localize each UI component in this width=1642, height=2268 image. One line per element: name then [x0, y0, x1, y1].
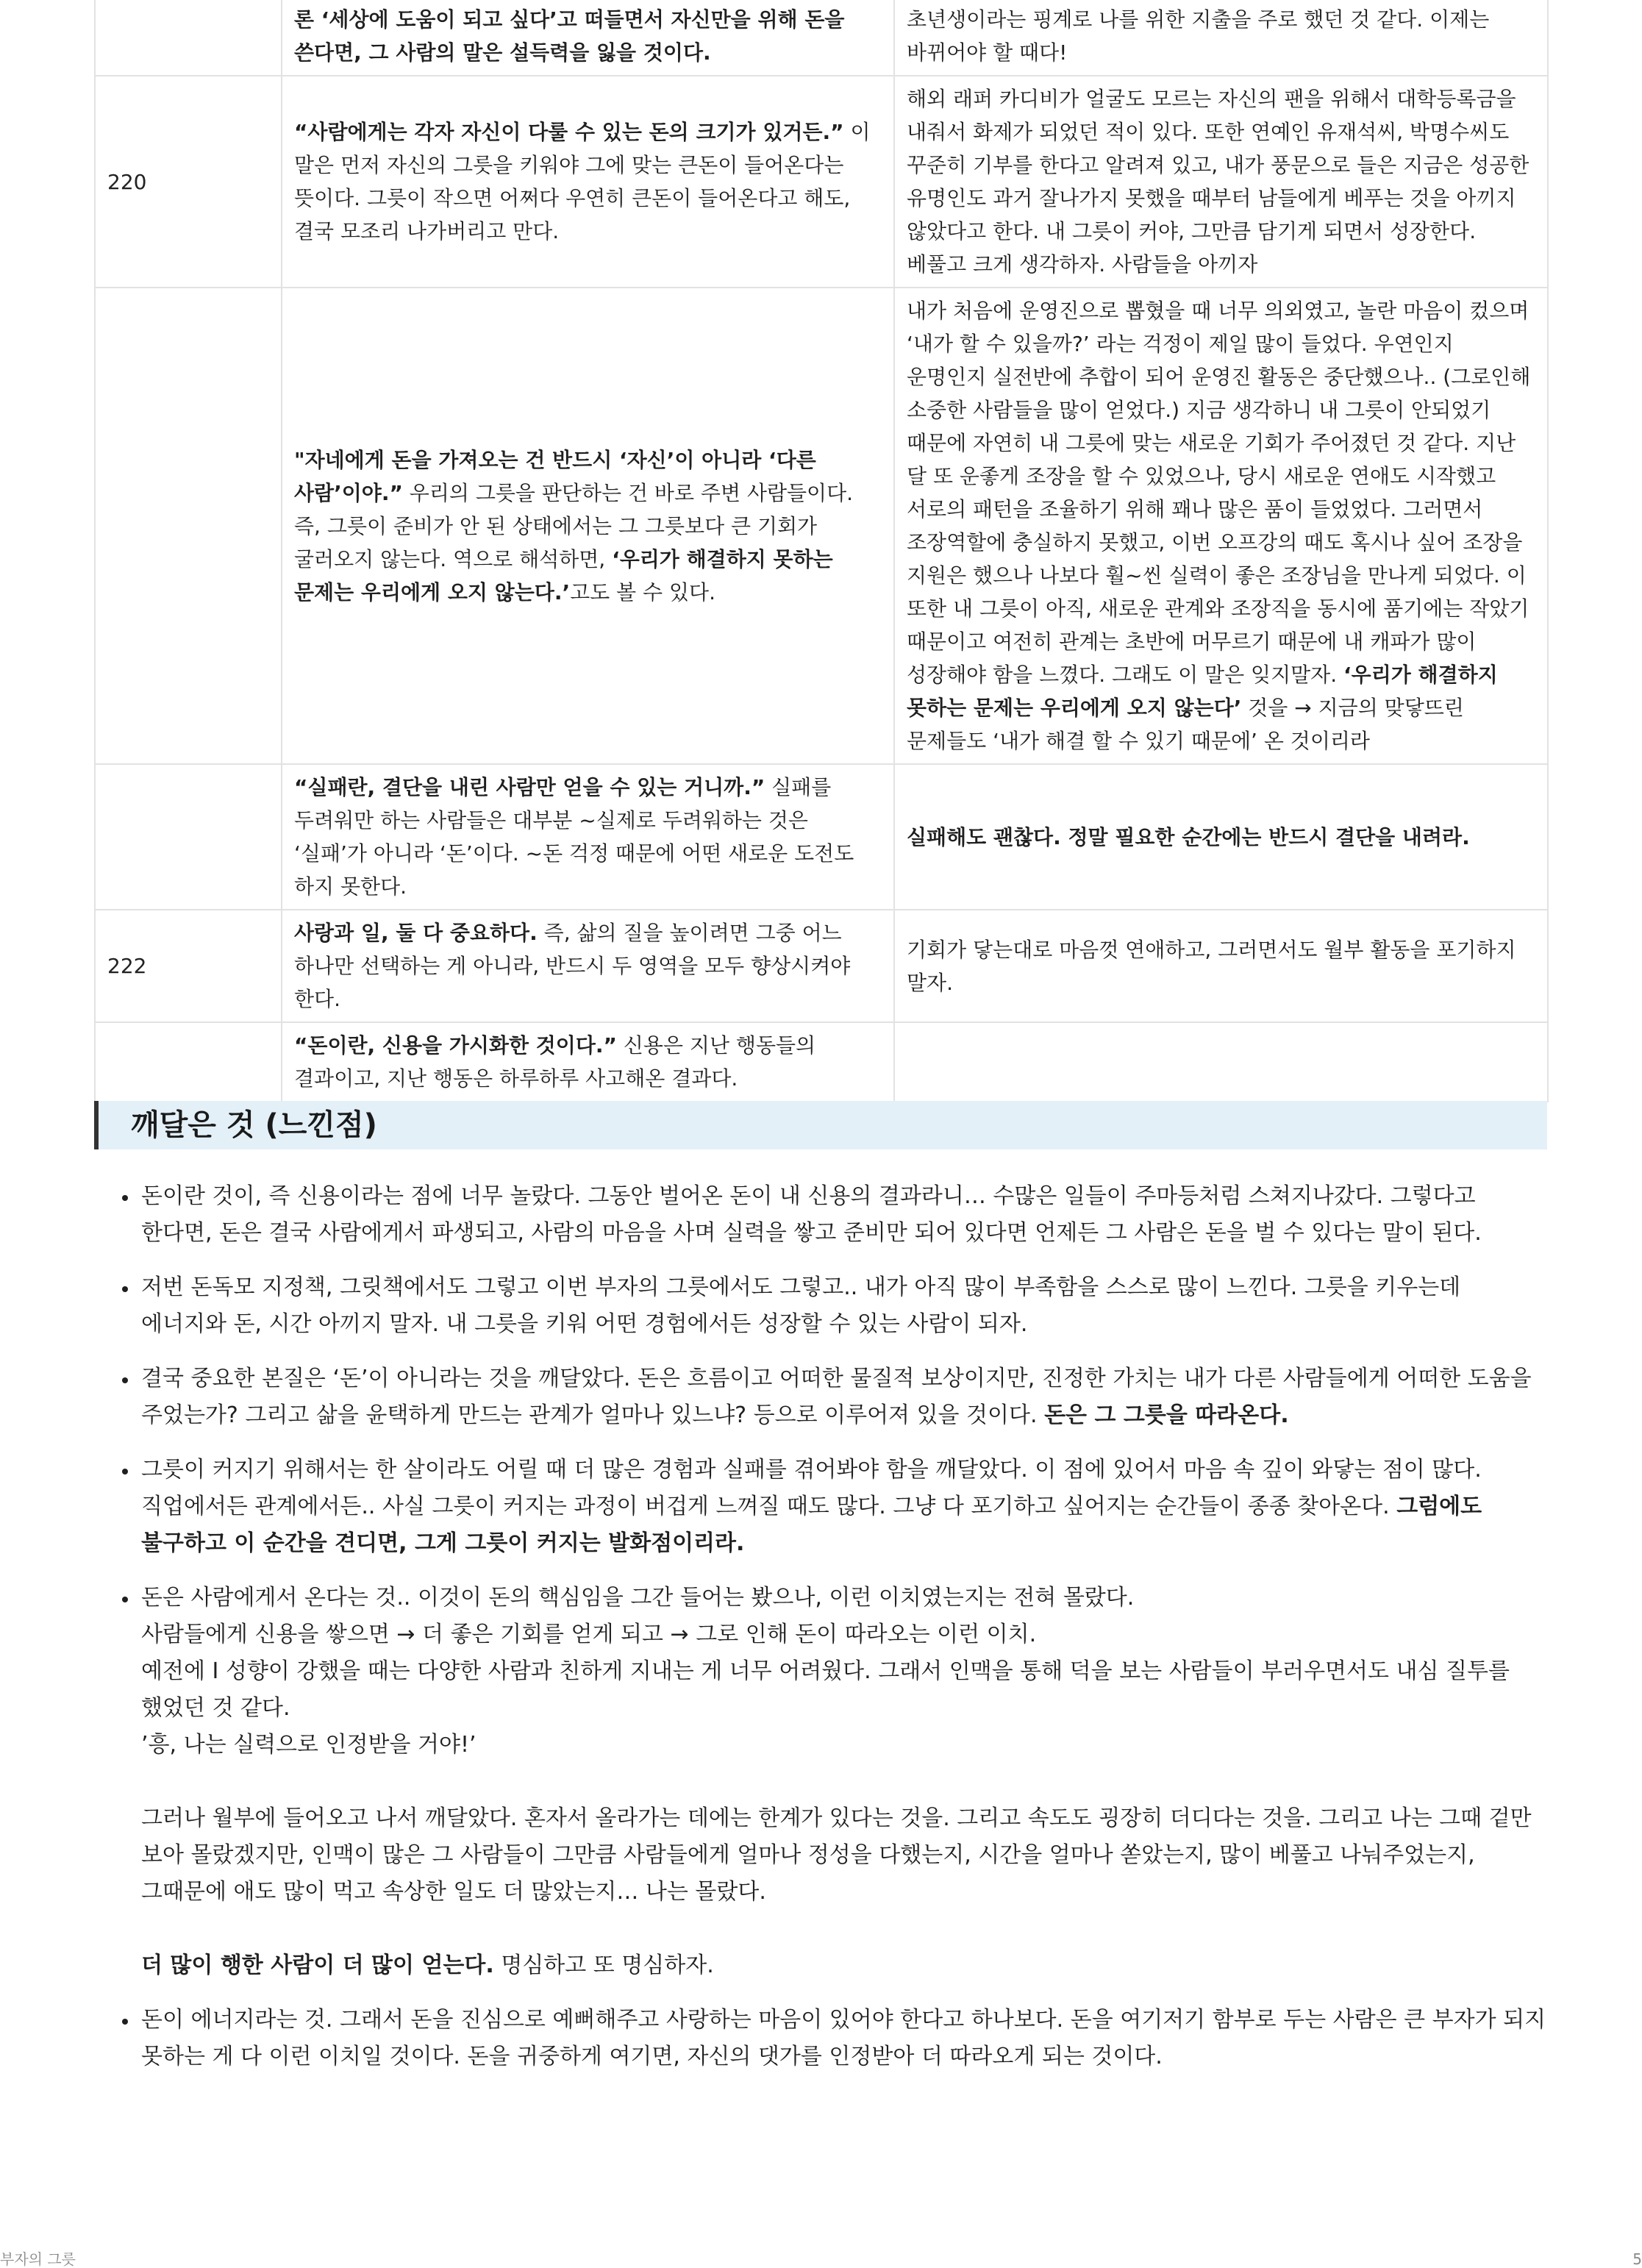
list-item — [138, 2002, 1547, 2075]
quote-text: 이 말은 먼저 자신의 그릇을 키워야 그에 맞는 큰돈이 들어온다는 뜻이다. 그릇이 작으면 어쩌다 우연히 큰돈이 들어온다고 해도, 결국 모조리 나가버리고 만다. — [294, 120, 871, 243]
quote-text: 신용은 지난 행동들의 결과이고, 지난 행동은 하루하루 사고해온 결과다. — [294, 1033, 816, 1091]
list-item-bold: 그럼에도 불구하고 이 순간을 견디면, 그게 그릇이 커지는 발화점이리라. — [141, 1494, 1482, 1556]
list-item-text: 돈이란 것이, 즉 신용이라는 점에 너무 놀랐다. 그동안 벌어온 돈이 내 신용의 결과라니… 수많은 일들이 주마등처럼 스쳐지나갔다. 그렇다고 한다면, 돈은 결국 사람에게서 파생되고, 사람의 마음을 사며 실력을 쌓고 준비만 되어 있다면 언제든 그 사람은 돈을 벌 수 있다는 말이 된다. — [141, 1183, 1482, 1246]
list-item — [138, 1361, 1547, 1434]
list-item-bold: 더 많이 행한 사람이 더 많이 얻는다. — [141, 1953, 494, 1978]
quote-cell — [282, 910, 894, 1022]
page-cell — [95, 0, 282, 76]
list-item-paragraph: 그러나 월부에 들어오고 나서 깨달았다. 혼자서 올라가는 데에는 한계가 있다는 것을. 그리고 속도도 굉장히 더디다는 것을. 그리고 나는 그때 겉만 보아 몰랐겠지만, 인맥이 많은 그 사람들이 그만큼 사람들에게 얼마나 정성을 다했는지, 시간을 얼마나 쏟았는지, 많이 베풀고 나눠주었는지, 그때문에 애도 많이 먹고 속상한 일도 더 많았는지… 나는 몰랐다. — [141, 1805, 1532, 1905]
list-item-line — [141, 1947, 1547, 1984]
list-item-line: 예전에 I 성향이 강했을 때는 다양한 사람과 친하게 지내는 게 너무 어려웠다. 그래서 인맥을 통해 덕을 보는 사람들이 부러우면서도 내심 질투를 했었던 것 같다. — [141, 1658, 1510, 1721]
quote-cell — [282, 76, 894, 288]
list-item — [138, 1580, 1547, 1984]
table-row — [95, 764, 1548, 910]
footer-page-number: 5 — [1632, 2250, 1642, 2268]
list-item-bold: 돈은 그 그릇을 따라온다. — [1044, 1402, 1289, 1428]
table-row — [95, 910, 1548, 1022]
quote-cell — [282, 0, 894, 76]
page-cell — [95, 1022, 282, 1102]
spacer — [141, 1911, 1547, 1947]
insights-list — [94, 1178, 1547, 2093]
page-cell — [95, 288, 282, 764]
list-item-text: 저번 돈독모 지정책, 그릿책에서도 그렇고 이번 부자의 그릇에서도 그렇고.. 내가 아직 많이 부족함을 스스로 많이 느낀다. 그릇을 키우는데 에너지와 돈, 시간 아끼지 말자. 내 그릇을 키워 어떤 경험에서든 성장할 수 있는 사람이 되자. — [141, 1274, 1461, 1337]
table-row — [95, 76, 1548, 288]
reflection-cell — [894, 764, 1548, 910]
list-item — [138, 1452, 1547, 1562]
list-item-text: 그릇이 커지기 위해서는 한 살이라도 어릴 때 더 많은 경험과 실패를 겪어봐야 함을 깨달았다. 이 점에 있어서 마음 속 깊이 와닿는 점이 많다. 직업에서든 관계에서든.. 사실 그릇이 커지는 과정이 버겁게 느껴질 때도 많다. 그냥 다 포기하고 싶어지는 순간들이 종종 찾아온다. — [141, 1457, 1482, 1519]
footer-doc-title: 부자의 그릇 — [0, 2250, 76, 2268]
reflection-cell — [894, 1022, 1548, 1102]
quote-bold: “실패란, 결단을 내린 사람만 얻을 수 있는 거니까.” — [294, 775, 765, 799]
page-cell: 220 — [95, 76, 282, 288]
table-row — [95, 288, 1548, 764]
quote-text: 실패를 두려워만 하는 사람들은 대부분 ~실제로 두려워하는 것은 ‘실패’가 아니라 ‘돈’이다. ~돈 걱정 때문에 어떤 새로운 도전도 하지 못한다. — [294, 775, 854, 899]
page-cell — [95, 764, 282, 910]
list-item-text: 명심하고 또 명심하자. — [493, 1953, 714, 1978]
list-item-text: 결국 중요한 본질은 ‘돈’이 아니라는 것을 깨달았다. 돈은 흐름이고 어떠한 물질적 보상이지만, 진정한 가치는 내가 다른 사람들에게 어떠한 도움을 주었는가? 그리고 삶을 윤택하게 만드는 관계가 얼마나 있느냐? 등으로 이루어져 있을 것이다. — [141, 1366, 1532, 1428]
reflection-bold: ‘우리가 해결하지 못하는 문제는 우리에게 오지 않는다’ — [907, 663, 1498, 720]
quote-bold-2: ‘우리가 해결하지 못하는 문제는 우리에게 오지 않는다.’ — [294, 546, 833, 605]
reflection-cell: 초년생이라는 핑계로 나를 위한 지출을 주로 했던 것 같다. 이제는 바뀌어야 할 때다! — [894, 0, 1548, 76]
quote-cell — [282, 288, 894, 764]
section-heading: 깨달은 것 (느낀점) — [94, 1101, 1547, 1149]
quote-bold: “사람에게는 각자 자신이 다룰 수 있는 돈의 크기가 있거든.” — [294, 120, 844, 144]
quote-text: 즉, 삶의 질을 높이려면 그중 어느 하나만 선택하는 게 아니라, 반드시 두 영역을 모두 향상시켜야 한다. — [294, 921, 851, 1011]
quote-bold: 사랑과 일, 둘 다 중요하다. — [294, 921, 538, 945]
list-item-line: 사람들에게 신용을 쌓으면 → 더 좋은 기회를 얻게 되고 → 그로 인해 돈이 따라오는 이런 이치. — [141, 1622, 1037, 1647]
quote-bold: "자네에게 돈을 가져오는 건 반드시 ‘자신’이 아니라 ‘다른 사람’이야.” — [294, 447, 816, 505]
quote-bold: “돈이란, 신용을 가시화한 것이다.” — [294, 1033, 617, 1058]
list-item — [138, 1269, 1547, 1343]
reflection-text: 내가 처음에 운영진으로 뽑혔을 때 너무 의외였고, 놀란 마음이 컸으며 ‘내가 할 수 있을까?’ 라는 걱정이 제일 많이 들었다. 우연인지 운명인지 실전반에 추합이 되어 운영진 활동은 중단했으나.. (그로인해 소중한 사람들을 많이 얻었다.) 지금 생각하니 내 그릇이 안되었기 때문에 자연히 내 그릇에 맞는 새로운 기회가 주어졌던 것 같다. 지난 달 또 운좋게 조장을 할 수 있었으나, 당시 새로운 연애도 시작했고 서로의 패턴을 조율하기 위해 꽤나 많은 품이 들었었다. 그러면서 조장역할에 충실하지 못했고, 이번 오프강의 때도 혹시나 싶어 조장을 지원은 했으나 나보다 훨~씬 실력이 좋은 조장님을 만나게 되었다. 이 또한 내 그릇이 아직, 새로운 관계와 조장직을 동시에 품기에는 작았기 때문이고 여전히 관계는 초반에 머무르기 때문에 내 캐파가 많이 성장해야 함을 느꼈다. 그래도 이 말은 잊지말자. — [907, 299, 1531, 687]
table-row — [95, 1022, 1548, 1102]
reflection-cell: 해외 래퍼 카디비가 얼굴도 모르는 자신의 팬을 위해서 대학등록금을 내줘서 화제가 되었던 적이 있다. 또한 연예인 유재석씨, 박명수씨도 꾸준히 기부를 한다고 알려져 있고, 내가 풍문으로 들은 지금은 성공한 유명인도 과거 잘나가지 못했을 때부터 남들에게 베푸는 것을 아끼지 않았다고 한다. 내 그릇이 커야, 그만큼 담기게 되면서 성장한다. 베풀고 크게 생각하자. 사람들을 아끼자 — [894, 76, 1548, 288]
reflection-cell — [894, 288, 1548, 764]
quote-text-2: 고도 볼 수 있다. — [570, 580, 715, 605]
reflection-text-2: 것을 → 지금의 맞닿뜨린 문제들도 ‘내가 해결 할 수 있기 때문에’ 온 것이리라 — [907, 696, 1464, 753]
quote-cell — [282, 764, 894, 910]
list-item-text: 돈이 에너지라는 것. 그래서 돈을 진심으로 예뻐해주고 사랑하는 마음이 있어야 한다고 하나보다. 돈을 여기저기 함부로 두는 사람은 큰 부자가 되지 못하는 게 다 이런 이치일 것이다. 돈을 귀중하게 여기면, 자신의 댓가를 인정받아 더 따라오게 되는 것이다. — [141, 2007, 1546, 2069]
notes-table — [94, 0, 1549, 1102]
list-item-line: • 돈은 사람에게서 온다는 것.. 이것이 돈의 핵심임을 그간 들어는 봤으나, 이런 이치였는지는 전혀 몰랐다. — [141, 1585, 1135, 1611]
list-item-line: ’흥, 나는 실력으로 인정받을 거야!’ — [141, 1732, 476, 1758]
quote-bold: 론 ‘세상에 도움이 되고 싶다’고 떠들면서 자신만을 위해 돈을 쓴다면, 그 사람의 말은 설득력을 잃을 것이다. — [294, 7, 845, 65]
reflection-cell: 기회가 닿는대로 마음껏 연애하고, 그러면서도 월부 활동을 포기하지 말자. — [894, 910, 1548, 1022]
table-row — [95, 0, 1548, 76]
spacer — [141, 1764, 1547, 1800]
quote-text: 우리의 그릇을 판단하는 건 바로 주변 사람들이다. 즉, 그릇이 준비가 안 된 상태에서는 그 그릇보다 큰 기회가 굴러오지 않는다. 역으로 해석하면, — [294, 480, 854, 571]
reflection-bold: 실패해도 괜찮다. 정말 필요한 순간에는 반드시 결단을 내려라. — [907, 824, 1470, 849]
page-cell: 222 — [95, 910, 282, 1022]
list-item — [138, 1178, 1547, 1252]
quote-cell — [282, 1022, 894, 1102]
